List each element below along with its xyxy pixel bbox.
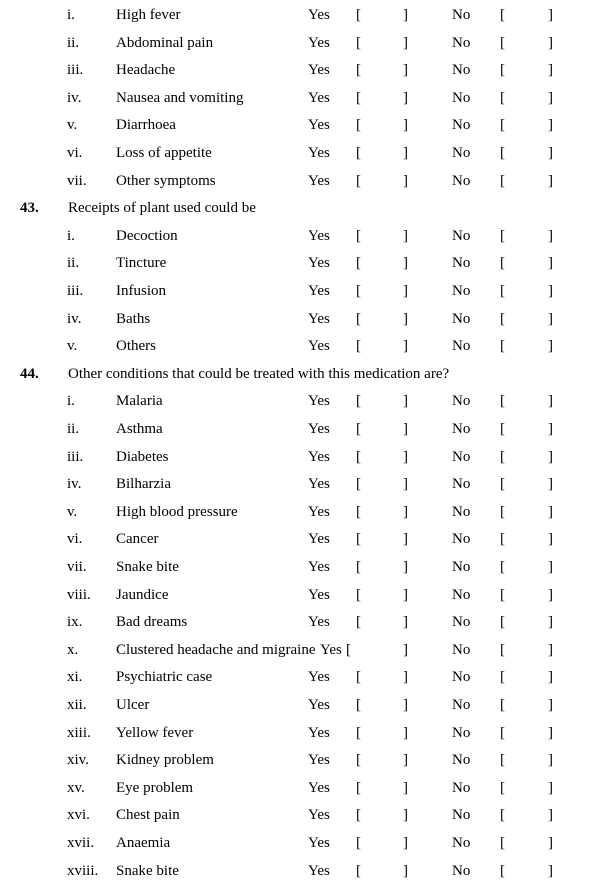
answer-row xyxy=(0,861,616,881)
no-label: No xyxy=(452,752,471,769)
question-number: 44. xyxy=(20,365,39,382)
answer-row xyxy=(0,695,616,715)
item-label: Eye problem xyxy=(116,779,194,796)
no-checkbox-open[interactable]: [ xyxy=(500,724,505,741)
item-label: Diarrhoea xyxy=(116,117,176,134)
no-label: No xyxy=(452,89,471,106)
yes-label: Yes xyxy=(308,145,330,161)
yes-checkbox-close[interactable]: ] xyxy=(403,724,408,741)
no-label: No xyxy=(452,421,471,437)
no-label: No xyxy=(452,62,471,79)
no-label: No xyxy=(452,448,471,465)
yes-checkbox-open[interactable]: [ xyxy=(356,89,361,106)
item-label: Snake bite xyxy=(116,862,179,879)
yes-label: Yes xyxy=(320,641,342,658)
no-checkbox-close[interactable]: ] xyxy=(548,338,553,355)
yes-checkbox-open[interactable]: [ xyxy=(356,283,361,299)
item-numeral: v. xyxy=(67,503,78,520)
yes-checkbox-open[interactable]: [ xyxy=(356,586,361,603)
no-checkbox-open[interactable]: [ xyxy=(500,7,505,23)
answer-row xyxy=(0,612,616,632)
item-numeral: i. xyxy=(67,393,75,410)
answer-row xyxy=(0,171,616,191)
no-checkbox-open[interactable]: [ xyxy=(500,227,505,244)
yes-checkbox-close[interactable]: ] xyxy=(403,641,408,658)
yes-label: Yes xyxy=(308,476,330,493)
item-numeral: i. xyxy=(67,227,75,244)
no-checkbox-close[interactable]: ] xyxy=(548,614,553,631)
yes-checkbox-open[interactable]: [ xyxy=(356,835,361,851)
yes-checkbox-open[interactable]: [ xyxy=(356,393,361,410)
no-label: No xyxy=(452,34,471,51)
no-label: No xyxy=(452,310,471,327)
no-checkbox-close[interactable]: ] xyxy=(548,310,553,327)
item-numeral: vii. xyxy=(67,172,87,189)
item-numeral: xii. xyxy=(67,697,87,713)
no-checkbox-close[interactable]: ] xyxy=(548,421,553,437)
no-checkbox-open[interactable]: [ xyxy=(500,172,505,189)
yes-checkbox-close[interactable]: ] xyxy=(403,393,408,410)
yes-checkbox-close[interactable]: ] xyxy=(403,779,408,796)
no-checkbox-close[interactable]: ] xyxy=(548,752,553,769)
no-checkbox-open[interactable]: [ xyxy=(500,835,505,851)
yes-label: Yes xyxy=(308,752,330,769)
item-numeral: ii. xyxy=(67,34,80,51)
yes-checkbox-open[interactable]: [ xyxy=(356,559,361,575)
answer-row xyxy=(0,391,616,411)
no-checkbox-close[interactable]: ] xyxy=(548,724,553,741)
yes-label: Yes xyxy=(308,7,330,23)
question-text: Receipts of plant used could be xyxy=(68,200,256,217)
no-label: No xyxy=(452,669,471,686)
no-checkbox-close[interactable]: ] xyxy=(548,531,553,548)
yes-label: Yes xyxy=(308,559,330,575)
answer-row xyxy=(0,640,616,660)
no-checkbox-open[interactable]: [ xyxy=(500,752,505,769)
yes-checkbox-open[interactable]: [ xyxy=(356,338,361,355)
answer-row xyxy=(0,143,616,163)
item-numeral: v. xyxy=(67,117,78,134)
answer-row xyxy=(0,336,616,356)
no-checkbox-open[interactable]: [ xyxy=(500,338,505,355)
answer-row xyxy=(0,447,616,467)
answer-row xyxy=(0,833,616,853)
no-checkbox-close[interactable]: ] xyxy=(548,7,553,23)
no-checkbox-close[interactable]: ] xyxy=(548,283,553,299)
answer-row xyxy=(0,474,616,494)
item-label: Psychiatric case xyxy=(116,669,213,686)
yes-checkbox-open[interactable]: [ xyxy=(356,697,361,713)
no-label: No xyxy=(452,586,471,603)
item-label: High fever xyxy=(116,7,181,23)
no-label: No xyxy=(452,338,471,355)
item-numeral: viii. xyxy=(67,586,91,603)
answer-row xyxy=(0,309,616,329)
item-label: Asthma xyxy=(116,421,163,437)
item-label: Other symptoms xyxy=(116,172,216,189)
item-label: Clustered headache and migraine xyxy=(116,641,316,658)
item-numeral: ii. xyxy=(67,255,80,272)
item-label: Nausea and vomiting xyxy=(116,89,244,106)
yes-checkbox-open[interactable]: [ xyxy=(356,255,361,272)
answer-row xyxy=(0,88,616,108)
no-checkbox-open[interactable]: [ xyxy=(500,614,505,631)
yes-label: Yes xyxy=(308,283,330,299)
no-label: No xyxy=(452,172,471,189)
yes-label: Yes xyxy=(308,724,330,741)
no-checkbox-close[interactable]: ] xyxy=(548,476,553,493)
yes-label: Yes xyxy=(308,421,330,437)
no-checkbox-open[interactable]: [ xyxy=(500,641,505,658)
yes-label: Yes xyxy=(308,586,330,603)
yes-label: Yes xyxy=(308,117,330,134)
no-label: No xyxy=(452,283,471,299)
no-checkbox-open[interactable]: [ xyxy=(500,62,505,79)
item-numeral: vii. xyxy=(67,559,87,575)
item-label: Loss of appetite xyxy=(116,145,212,161)
answer-row xyxy=(0,281,616,301)
yes-label: Yes xyxy=(308,172,330,189)
yes-checkbox-open[interactable]: [ xyxy=(356,117,361,134)
item-numeral: xiii. xyxy=(67,724,91,741)
item-label: Ulcer xyxy=(116,697,150,713)
answer-row xyxy=(0,529,616,549)
yes-checkbox-close[interactable]: ] xyxy=(403,835,408,851)
no-label: No xyxy=(452,697,471,713)
item-numeral: iv. xyxy=(67,89,82,106)
item-label: Cancer xyxy=(116,531,159,548)
answer-row xyxy=(0,778,616,798)
no-checkbox-close[interactable]: ] xyxy=(548,117,553,134)
item-numeral: xiv. xyxy=(67,752,89,769)
no-checkbox-open[interactable]: [ xyxy=(500,586,505,603)
no-label: No xyxy=(452,7,471,23)
no-label: No xyxy=(452,559,471,575)
no-checkbox-close[interactable]: ] xyxy=(548,807,553,824)
item-numeral: iii. xyxy=(67,283,84,299)
no-checkbox-close[interactable]: ] xyxy=(548,669,553,686)
answer-row xyxy=(0,5,616,25)
no-checkbox-open[interactable]: [ xyxy=(500,862,505,879)
no-checkbox-close[interactable]: ] xyxy=(548,172,553,189)
no-checkbox-close[interactable]: ] xyxy=(548,393,553,410)
yes-label: Yes xyxy=(308,255,330,272)
no-checkbox-open[interactable]: [ xyxy=(500,117,505,134)
no-checkbox-close[interactable]: ] xyxy=(548,145,553,161)
no-checkbox-open[interactable]: [ xyxy=(500,255,505,272)
yes-checkbox-close[interactable]: ] xyxy=(403,476,408,493)
answer-row xyxy=(0,557,616,577)
answer-row xyxy=(0,226,616,246)
item-label: Baths xyxy=(116,310,151,327)
yes-label: Yes xyxy=(308,614,330,631)
no-checkbox-open[interactable]: [ xyxy=(500,283,505,299)
yes-checkbox-close[interactable]: ] xyxy=(403,669,408,686)
answer-row xyxy=(0,667,616,687)
no-label: No xyxy=(452,641,471,658)
yes-checkbox-open[interactable]: [ xyxy=(356,310,361,327)
no-checkbox-open[interactable]: [ xyxy=(500,89,505,106)
yes-checkbox-close[interactable]: ] xyxy=(403,7,408,23)
yes-checkbox-close[interactable]: ] xyxy=(403,421,408,437)
no-checkbox-open[interactable]: [ xyxy=(500,531,505,548)
yes-label: Yes xyxy=(308,448,330,465)
answer-row xyxy=(0,419,616,439)
item-label: Abdominal pain xyxy=(116,34,214,51)
yes-checkbox-close[interactable]: ] xyxy=(403,89,408,106)
answer-row xyxy=(0,502,616,522)
answer-row xyxy=(0,750,616,770)
yes-checkbox-close[interactable]: ] xyxy=(403,752,408,769)
no-checkbox-close[interactable]: ] xyxy=(548,255,553,272)
yes-label: Yes xyxy=(308,503,330,520)
yes-checkbox-open[interactable]: [ xyxy=(356,7,361,23)
no-checkbox-close[interactable]: ] xyxy=(548,779,553,796)
yes-checkbox-open[interactable]: [ xyxy=(356,807,361,824)
answer-row xyxy=(0,723,616,743)
no-checkbox-close[interactable]: ] xyxy=(548,559,553,575)
yes-label: Yes xyxy=(308,310,330,327)
item-label: Kidney problem xyxy=(116,752,214,769)
no-checkbox-close[interactable]: ] xyxy=(548,34,553,51)
item-numeral: iii. xyxy=(67,448,84,465)
answer-row xyxy=(0,805,616,825)
no-label: No xyxy=(452,393,471,410)
question-row xyxy=(0,198,616,218)
answer-row xyxy=(0,585,616,605)
no-checkbox-close[interactable]: ] xyxy=(548,641,553,658)
yes-label: Yes xyxy=(308,62,330,79)
no-checkbox-close[interactable]: ] xyxy=(548,89,553,106)
item-numeral: xviii. xyxy=(67,862,99,879)
yes-label: Yes xyxy=(308,393,330,410)
no-label: No xyxy=(452,227,471,244)
answer-row xyxy=(0,253,616,273)
yes-checkbox-open[interactable]: [ xyxy=(356,862,361,879)
yes-checkbox-open[interactable]: [ xyxy=(356,172,361,189)
no-label: No xyxy=(452,117,471,134)
no-label: No xyxy=(452,255,471,272)
yes-label: Yes xyxy=(308,697,330,713)
yes-checkbox-close[interactable]: ] xyxy=(403,145,408,161)
item-numeral: vi. xyxy=(67,531,83,548)
item-label: Anaemia xyxy=(116,835,171,851)
item-numeral: iii. xyxy=(67,62,84,79)
yes-checkbox-close[interactable]: ] xyxy=(403,34,408,51)
item-numeral: x. xyxy=(67,641,79,658)
yes-checkbox-open[interactable]: [ xyxy=(356,752,361,769)
yes-checkbox-open[interactable]: [ xyxy=(356,145,361,161)
item-label: Headache xyxy=(116,62,176,79)
yes-checkbox-close[interactable]: ] xyxy=(403,503,408,520)
item-label: Decoction xyxy=(116,227,178,244)
yes-checkbox-open[interactable]: [ xyxy=(356,614,361,631)
yes-checkbox-close[interactable]: ] xyxy=(403,227,408,244)
item-numeral: ii. xyxy=(67,421,80,437)
no-label: No xyxy=(452,503,471,520)
yes-checkbox-close[interactable]: ] xyxy=(403,62,408,79)
item-numeral: vi. xyxy=(67,145,83,161)
no-label: No xyxy=(452,476,471,493)
yes-checkbox-close[interactable]: ] xyxy=(403,586,408,603)
no-label: No xyxy=(452,862,471,879)
yes-checkbox-open[interactable]: [ xyxy=(356,421,361,437)
yes-checkbox-open[interactable]: [ xyxy=(356,34,361,51)
no-checkbox-open[interactable]: [ xyxy=(500,34,505,51)
no-checkbox-open[interactable]: [ xyxy=(500,145,505,161)
no-label: No xyxy=(452,779,471,796)
no-checkbox-open[interactable]: [ xyxy=(500,476,505,493)
no-checkbox-open[interactable]: [ xyxy=(500,393,505,410)
yes-label: Yes xyxy=(308,531,330,548)
item-numeral: xvii. xyxy=(67,835,95,851)
no-checkbox-open[interactable]: [ xyxy=(500,669,505,686)
yes-checkbox-open[interactable]: [ xyxy=(356,503,361,520)
item-numeral: xvi. xyxy=(67,807,90,824)
item-label: Snake bite xyxy=(116,559,179,575)
yes-checkbox-open[interactable]: [ xyxy=(346,641,351,658)
yes-checkbox-close[interactable]: ] xyxy=(403,448,408,465)
item-label: Tincture xyxy=(116,255,167,272)
yes-checkbox-close[interactable]: ] xyxy=(403,614,408,631)
yes-label: Yes xyxy=(308,338,330,355)
no-checkbox-open[interactable]: [ xyxy=(500,310,505,327)
question-row xyxy=(0,364,616,384)
yes-checkbox-open[interactable]: [ xyxy=(356,531,361,548)
yes-checkbox-close[interactable]: ] xyxy=(403,172,408,189)
yes-checkbox-close[interactable]: ] xyxy=(403,283,408,299)
item-label: Bilharzia xyxy=(116,476,171,493)
yes-checkbox-open[interactable]: [ xyxy=(356,448,361,465)
yes-checkbox-close[interactable]: ] xyxy=(403,559,408,575)
yes-checkbox-open[interactable]: [ xyxy=(356,779,361,796)
yes-checkbox-open[interactable]: [ xyxy=(356,227,361,244)
no-checkbox-close[interactable]: ] xyxy=(548,697,553,713)
yes-checkbox-open[interactable]: [ xyxy=(356,669,361,686)
answer-row xyxy=(0,33,616,53)
no-checkbox-open[interactable]: [ xyxy=(500,503,505,520)
no-label: No xyxy=(452,835,471,851)
yes-checkbox-close[interactable]: ] xyxy=(403,807,408,824)
item-numeral: i. xyxy=(67,7,75,23)
no-checkbox-close[interactable]: ] xyxy=(548,586,553,603)
item-label: Malaria xyxy=(116,393,163,410)
no-label: No xyxy=(452,145,471,161)
yes-label: Yes xyxy=(308,835,330,851)
yes-checkbox-close[interactable]: ] xyxy=(403,310,408,327)
item-numeral: xv. xyxy=(67,779,85,796)
yes-checkbox-close[interactable]: ] xyxy=(403,531,408,548)
item-label: Chest pain xyxy=(116,807,180,824)
item-numeral: iv. xyxy=(67,310,82,327)
no-checkbox-close[interactable]: ] xyxy=(548,862,553,879)
answer-row xyxy=(0,115,616,135)
item-numeral: xi. xyxy=(67,669,83,686)
item-label: Others xyxy=(116,338,156,355)
yes-label: Yes xyxy=(308,89,330,106)
item-numeral: iv. xyxy=(67,476,82,493)
item-label: Infusion xyxy=(116,283,166,299)
yes-checkbox-open[interactable]: [ xyxy=(356,724,361,741)
yes-label: Yes xyxy=(308,669,330,686)
yes-checkbox-close[interactable]: ] xyxy=(403,862,408,879)
no-label: No xyxy=(452,724,471,741)
no-checkbox-close[interactable]: ] xyxy=(548,503,553,520)
yes-label: Yes xyxy=(308,34,330,51)
question-text: Other conditions that could be treated with this medication are? xyxy=(68,365,450,382)
item-label: High blood pressure xyxy=(116,503,238,520)
no-checkbox-open[interactable]: [ xyxy=(500,807,505,824)
yes-label: Yes xyxy=(308,779,330,796)
no-label: No xyxy=(452,531,471,548)
no-label: No xyxy=(452,807,471,824)
yes-checkbox-close[interactable]: ] xyxy=(403,338,408,355)
yes-label: Yes xyxy=(308,807,330,824)
no-checkbox-close[interactable]: ] xyxy=(548,448,553,465)
no-label: No xyxy=(452,614,471,631)
answer-row xyxy=(0,60,616,80)
item-label: Diabetes xyxy=(116,448,169,465)
no-checkbox-close[interactable]: ] xyxy=(548,62,553,79)
no-checkbox-close[interactable]: ] xyxy=(548,835,553,851)
item-numeral: ix. xyxy=(67,614,83,631)
yes-checkbox-open[interactable]: [ xyxy=(356,62,361,79)
yes-label: Yes xyxy=(308,227,330,244)
yes-checkbox-close[interactable]: ] xyxy=(403,117,408,134)
question-number: 43. xyxy=(20,200,39,217)
no-checkbox-open[interactable]: [ xyxy=(500,559,505,575)
no-checkbox-close[interactable]: ] xyxy=(548,227,553,244)
yes-label: Yes xyxy=(308,862,330,879)
item-numeral: v. xyxy=(67,338,78,355)
no-checkbox-open[interactable]: [ xyxy=(500,779,505,796)
no-checkbox-open[interactable]: [ xyxy=(500,421,505,437)
item-label: Bad dreams xyxy=(116,614,188,631)
no-checkbox-open[interactable]: [ xyxy=(500,448,505,465)
yes-checkbox-close[interactable]: ] xyxy=(403,255,408,272)
item-label: Yellow fever xyxy=(116,724,194,741)
item-label: Jaundice xyxy=(116,586,169,603)
yes-checkbox-close[interactable]: ] xyxy=(403,697,408,713)
no-checkbox-open[interactable]: [ xyxy=(500,697,505,713)
yes-checkbox-open[interactable]: [ xyxy=(356,476,361,493)
